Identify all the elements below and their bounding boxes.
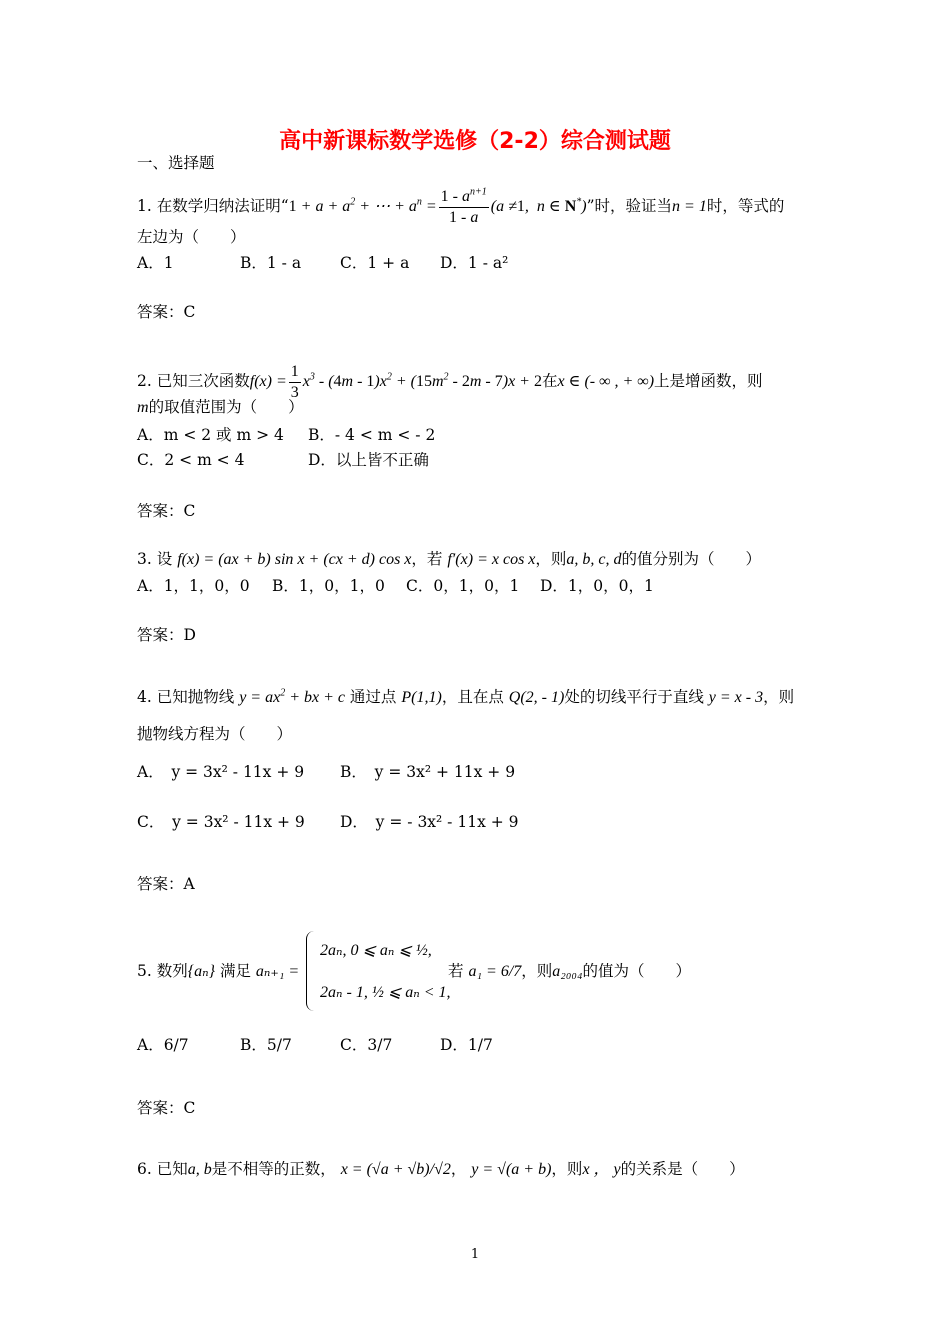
q6-y-expression: y = √(a + b) (471, 1161, 552, 1178)
q4-point-q: Q(2, - 1) (508, 689, 565, 706)
q2-option-d: D．以上皆不正确 (308, 451, 429, 469)
q2-number: 2. (137, 372, 152, 391)
q3-answer: 答案：D (137, 626, 196, 644)
q5-lead: 数列 (156, 962, 188, 980)
q4-mid3: 处的切线平行于直线 (564, 688, 704, 706)
q3-mid: ，若 (411, 550, 443, 568)
q4-point-p: P(1,1) (401, 689, 442, 706)
q1-lead: 在数学归纳法证明“ (156, 197, 289, 216)
q4-expression: $y = ax^2$ + bx + c (239, 687, 345, 706)
q4-option-d: D． y = - 3x² - 11x + 9 (340, 813, 519, 831)
q4-option-b: B． y = 3x² + 11x + 9 (340, 763, 516, 781)
q3-mid2: ，则 (535, 550, 567, 568)
q5-lead-group (137, 960, 299, 983)
q1-option-c: C．1 + a (340, 254, 410, 272)
q5-case-1: 2aₙ, 0 ⩽ aₙ ⩽ ½, (320, 942, 432, 959)
q4-option-c: C． y = 3x² - 11x + 9 (137, 813, 305, 831)
q5-mid3: ，则 (521, 962, 553, 980)
q1-tail: ”时，验证当 (586, 197, 673, 216)
q1-option-b: B．1 - a (240, 254, 302, 272)
q4-number: 4. (137, 688, 152, 706)
q5-mid2: 若 (448, 962, 464, 980)
q5-option-c: C．3/7 (340, 1036, 393, 1054)
q2-line2 (137, 396, 304, 419)
q3-derivative: f′(x) = x cos x (447, 551, 536, 568)
q1-condition: n = 1 (672, 198, 707, 216)
q2-tail: 上是增函数，则 (654, 372, 763, 391)
q4-line: y = x - 3 (708, 689, 764, 706)
q5-mid: 满足 (219, 962, 251, 980)
q3-line1 (137, 548, 761, 571)
q3-lead: 设 (156, 550, 173, 568)
q1-option-a: A．1 (137, 254, 174, 272)
q3-number: 3. (137, 550, 152, 568)
q5-option-d: D．1/7 (440, 1036, 493, 1054)
q2-option-c: C．2 < m < 4 (137, 451, 245, 469)
q1-number: 1. (137, 197, 152, 216)
q4-line2: 抛物线方程为（ ） (137, 725, 293, 743)
q3-expression: f(x) = (ax + b) sin x + (cx + d) cos x (177, 551, 412, 568)
q5-brace (306, 931, 319, 1011)
q2-option-a: A．m < 2 或 m > 4 (137, 426, 284, 444)
q2-line2-text: 的取值范围为（ ） (148, 398, 304, 416)
q5-number: 5. (137, 962, 152, 980)
q5-tail-group (448, 960, 691, 983)
section-heading: 一、选择题 (137, 154, 215, 172)
q3-option-b: B．1，0，1，0 (272, 577, 385, 595)
q5-target: a₂₀₀₄ (552, 963, 583, 980)
q3-variables: a, b, c, d (566, 551, 622, 568)
q2-answer: 答案：C (137, 502, 196, 520)
q1-option-d: D．1 - a² (440, 254, 509, 272)
q4-tail: ，则 (763, 688, 795, 706)
q3-option-d: D．1，0，0，1 (540, 577, 654, 595)
q5-option-b: B．5/7 (240, 1036, 292, 1054)
q6-variables: a, b (187, 1161, 212, 1178)
q2-option-b: B．- 4 < m < - 2 (308, 426, 436, 444)
q5-tail: 的值为（ ） (582, 962, 692, 980)
page-number: 1 (470, 1247, 480, 1262)
q1-expression: $1 + a + a^2$ + ⋯ + $a^n$ = $\frac{1 - a^{n+1}}{1 - a}$ (a ≠1, n ∈ N*) (288, 186, 587, 226)
q6-tail: 的关系是（ ） (620, 1160, 745, 1178)
q2-expression: f(x) = $\frac{1}{3}$ $x^3 - (4m - 1)x^2 + (15m^2 - 2m - 7)x + 2$ (249, 363, 542, 401)
q6-line1: 6. 已知a, b是不相等的正数， x = (√a + √b)/√2， y = √(a + b)，则x ， y的关系是（ ） (137, 1160, 745, 1178)
q5-case-2: 2aₙ - 1, ½ ⩽ aₙ < 1, (320, 984, 451, 1001)
q6-number: 6. (137, 1160, 152, 1178)
q5-option-a: A．6/7 (137, 1036, 189, 1054)
page-title: 高中新课标数学选修（2-2）综合测试题 (279, 129, 671, 154)
q4-mid: 通过点 (349, 688, 397, 706)
q2-domain: x ∈ (- ∞ , + ∞) (557, 373, 655, 391)
q5-initial: a₁ = 6/7 (468, 963, 522, 980)
q2-variable: m (137, 399, 149, 416)
q6-mid2: ，则 (551, 1160, 583, 1178)
q6-lead: 已知 (156, 1160, 188, 1178)
q1-answer: 答案：C (137, 303, 196, 321)
q6-mid: 是不相等的正数， (211, 1160, 336, 1178)
q4-mid2: ，且在点 (441, 688, 504, 706)
q2-lead: 已知三次函数 (156, 372, 250, 391)
q4-line1 (137, 686, 794, 709)
q5-lhs: aₙ₊₁ = (255, 963, 300, 980)
q6-x-expression: x = (√a + √b)/√2 (340, 1161, 451, 1178)
q6-xy: x ， y (582, 1161, 621, 1178)
q3-option-a: A．1，1，0，0 (137, 577, 250, 595)
q3-tail: 的值分别为（ ） (621, 550, 762, 568)
q4-lead: 已知抛物线 (156, 688, 235, 706)
q1-line2: 左边为（ ） (137, 228, 246, 246)
q1-line1 (137, 187, 784, 228)
q4-answer: 答案：A (137, 875, 195, 893)
q4-option-a: A． y = 3x² - 11x + 9 (137, 763, 305, 781)
q1-tail2: 时，等式的 (706, 197, 785, 216)
q5-sequence: {aₙ} (187, 963, 216, 980)
q3-option-c: C．0，1，0，1 (406, 577, 520, 595)
q5-answer: 答案：C (137, 1099, 196, 1117)
q2-mid: 在 (541, 372, 558, 391)
